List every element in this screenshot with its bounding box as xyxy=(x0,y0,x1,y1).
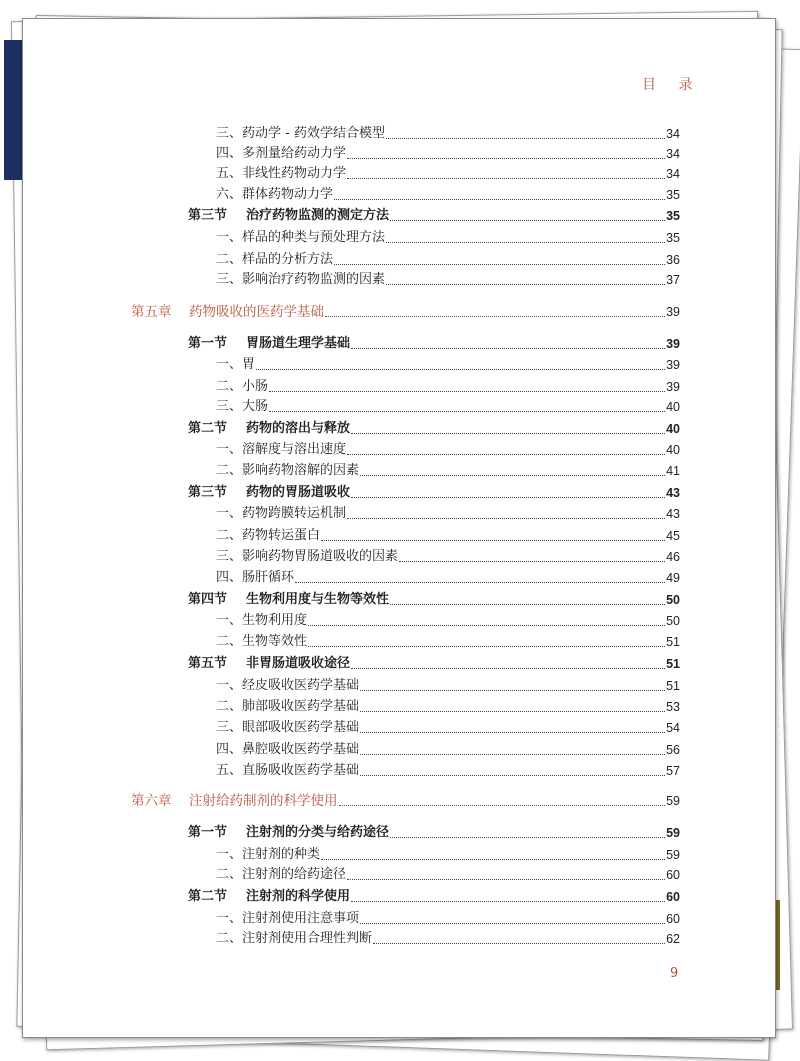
dot-leader xyxy=(325,316,665,317)
section-number: 第四节 xyxy=(188,592,228,607)
toc-entry-title xyxy=(216,270,385,290)
toc-entry-title xyxy=(188,887,350,907)
toc-page-number: 40 xyxy=(666,400,680,414)
toc-section-entry[interactable] xyxy=(188,590,680,610)
dot-leader xyxy=(351,433,665,434)
toc-entry-title xyxy=(216,164,346,184)
toc-page-number: 46 xyxy=(666,550,680,564)
toc-entry-label: 一、经皮吸收医药学基础 xyxy=(216,678,360,693)
toc-entry-title xyxy=(188,419,350,439)
toc-page-number: 51 xyxy=(666,679,680,693)
toc-entry-label: 二、注射剂的给药途径 xyxy=(216,867,347,882)
toc-section-entry[interactable] xyxy=(188,334,680,354)
toc-entry-title xyxy=(216,228,385,248)
toc-entry-label: 注射给药制剂的科学使用 xyxy=(189,793,338,809)
toc-item-entry[interactable] xyxy=(216,761,680,781)
toc-entry-title xyxy=(216,124,385,144)
toc-entry-label: 四、鼻腔吸收医药学基础 xyxy=(216,742,360,757)
toc-entry-label: 注射剂的分类与给药途径 xyxy=(246,825,390,840)
toc-entry-label: 六、群体药物动力学 xyxy=(216,187,334,202)
toc-entry-title xyxy=(188,590,389,610)
toc-item-entry[interactable] xyxy=(216,144,680,164)
toc-item-entry[interactable] xyxy=(216,250,680,270)
toc-item-entry[interactable] xyxy=(216,568,680,588)
toc-entry-label: 五、非线性药物动力学 xyxy=(216,166,347,181)
toc-entry-label: 一、生物利用度 xyxy=(216,613,308,628)
toc-page-number: 34 xyxy=(666,167,680,181)
toc-entry-title xyxy=(216,526,320,546)
toc-entry-title xyxy=(188,823,389,843)
toc-entry-title xyxy=(131,791,338,811)
toc-page-number: 53 xyxy=(666,700,680,714)
toc-item-entry[interactable] xyxy=(216,504,680,524)
toc-entry-label: 二、注射剂使用合理性判断 xyxy=(216,931,373,946)
toc-page-number: 59 xyxy=(666,794,680,808)
toc-entry-title xyxy=(188,654,350,674)
toc-page-number: 37 xyxy=(666,273,680,287)
toc-page-number: 50 xyxy=(666,614,680,628)
toc-entry-label: 三、药动学 - 药效学结合模型 xyxy=(216,126,385,141)
toc-page-number: 51 xyxy=(666,635,680,649)
dot-leader xyxy=(390,604,665,605)
toc-entry-label: 一、注射剂的种类 xyxy=(216,847,321,862)
dot-leader xyxy=(269,411,665,412)
section-number: 第三节 xyxy=(188,485,228,500)
dot-leader xyxy=(308,625,665,626)
toc-item-entry[interactable] xyxy=(216,526,680,546)
toc-page-number: 56 xyxy=(666,743,680,757)
toc-entry-title xyxy=(131,302,324,322)
toc-item-entry[interactable] xyxy=(216,228,680,248)
toc-page-number: 60 xyxy=(666,890,680,904)
toc-entry-title xyxy=(216,250,333,270)
toc-entry-title xyxy=(216,144,346,164)
toc-entry-title xyxy=(216,185,333,205)
toc-entry-title xyxy=(216,632,307,652)
toc-page-number: 59 xyxy=(666,826,680,840)
dot-leader xyxy=(386,138,665,139)
toc-entry-title xyxy=(216,504,346,524)
toc-entry-title xyxy=(216,929,372,949)
dot-leader xyxy=(390,220,665,221)
dot-leader xyxy=(339,805,666,806)
toc-page-number: 39 xyxy=(666,337,680,351)
toc-entry-label: 药物的溶出与释放 xyxy=(246,421,351,436)
toc-page-number: 40 xyxy=(666,422,680,436)
toc-item-entry[interactable] xyxy=(216,909,680,929)
dot-leader xyxy=(373,943,665,944)
toc-page-number: 35 xyxy=(666,209,680,223)
toc-entry-title xyxy=(216,377,268,397)
toc-page-number: 39 xyxy=(666,380,680,394)
toc-entry-title xyxy=(216,845,320,865)
toc-page-number: 43 xyxy=(666,507,680,521)
toc-entry-label: 二、小肠 xyxy=(216,379,269,394)
dot-leader xyxy=(347,454,665,455)
toc-item-entry[interactable] xyxy=(216,929,680,949)
toc-entry-label: 一、溶解度与溶出速度 xyxy=(216,442,347,457)
toc-entry-title xyxy=(216,547,398,567)
dot-leader xyxy=(347,158,665,159)
dot-leader xyxy=(321,859,665,860)
toc-section-entry[interactable] xyxy=(188,419,680,439)
toc-entry-title xyxy=(216,568,294,588)
toc-section-entry[interactable] xyxy=(188,206,680,226)
toc-page-number: 39 xyxy=(666,305,680,319)
toc-chapter-entry[interactable] xyxy=(131,791,680,811)
toc-item-entry[interactable] xyxy=(216,124,680,144)
dot-leader xyxy=(334,264,665,265)
toc-item-entry[interactable] xyxy=(216,611,680,631)
toc-entry-label: 四、肠肝循环 xyxy=(216,570,295,585)
toc-entry-label: 一、注射剂使用注意事项 xyxy=(216,911,360,926)
toc-item-entry[interactable] xyxy=(216,377,680,397)
toc-entry-label: 一、样品的种类与预处理方法 xyxy=(216,230,386,245)
toc-entry-label: 生物利用度与生物等效性 xyxy=(246,592,390,607)
dot-leader xyxy=(399,561,665,562)
toc-page-number: 43 xyxy=(666,486,680,500)
dot-leader xyxy=(360,775,665,776)
dot-leader xyxy=(269,391,665,392)
toc-entry-title xyxy=(216,397,268,417)
toc-item-entry[interactable] xyxy=(216,461,680,481)
dot-leader xyxy=(321,540,665,541)
toc-item-entry[interactable] xyxy=(216,865,680,885)
toc-entry-title xyxy=(188,483,350,503)
section-number: 第二节 xyxy=(188,421,228,436)
toc-page-number: 41 xyxy=(666,464,680,478)
toc-entry-label: 二、生物等效性 xyxy=(216,634,308,649)
toc-entry-label: 药物吸收的医药学基础 xyxy=(189,304,324,320)
dot-leader xyxy=(360,732,665,733)
dot-leader xyxy=(386,284,665,285)
toc-entry-label: 三、影响药物胃肠道吸收的因素 xyxy=(216,549,399,564)
toc-page-number: 34 xyxy=(666,127,680,141)
toc-entry-title xyxy=(216,909,359,929)
toc-page-number: 50 xyxy=(666,593,680,607)
toc-entry-title xyxy=(216,718,359,738)
toc-section-entry[interactable] xyxy=(188,887,680,907)
toc-entry-label: 胃肠道生理学基础 xyxy=(246,336,351,351)
toc-entry-title xyxy=(188,206,389,226)
toc-item-entry[interactable] xyxy=(216,740,680,760)
toc-entry-label: 二、影响药物溶解的因素 xyxy=(216,463,360,478)
dot-leader xyxy=(360,923,665,924)
toc-page-number: 35 xyxy=(666,188,680,202)
toc-entry-label: 一、胃 xyxy=(216,357,256,372)
dot-leader xyxy=(295,582,665,583)
page-number: 9 xyxy=(670,966,679,981)
toc-item-entry[interactable] xyxy=(216,185,680,205)
dot-leader xyxy=(347,178,665,179)
page-header-title: 目 录 xyxy=(642,77,702,93)
toc-entry-title xyxy=(216,740,359,760)
toc-page-number: 49 xyxy=(666,571,680,585)
toc-entry-label: 二、样品的分析方法 xyxy=(216,252,334,267)
dot-leader xyxy=(360,690,665,691)
toc-entry-label: 药物的胃肠道吸收 xyxy=(246,485,351,500)
dot-leader xyxy=(351,668,665,669)
toc-entry-title xyxy=(216,761,359,781)
dot-leader xyxy=(347,518,665,519)
toc-entry-label: 注射剂的科学使用 xyxy=(246,889,351,904)
section-number: 第五节 xyxy=(188,656,228,671)
toc-item-entry[interactable] xyxy=(216,355,680,375)
toc-page-number: 54 xyxy=(666,721,680,735)
dot-leader xyxy=(256,369,665,370)
toc-item-entry[interactable] xyxy=(216,270,680,290)
toc-page-number: 40 xyxy=(666,443,680,457)
dot-leader xyxy=(360,754,665,755)
toc-page-number: 36 xyxy=(666,253,680,267)
toc-entry-title xyxy=(216,355,255,375)
dot-leader xyxy=(351,348,665,349)
toc-page-number: 60 xyxy=(666,868,680,882)
chapter-number: 第五章 xyxy=(131,304,172,320)
dot-leader xyxy=(308,646,665,647)
toc-entry-label: 非胃肠道吸收途径 xyxy=(246,656,351,671)
toc-page-number: 34 xyxy=(666,147,680,161)
toc-page-number: 59 xyxy=(666,848,680,862)
dot-leader xyxy=(360,711,665,712)
toc-item-entry[interactable] xyxy=(216,440,680,460)
toc-page-number: 62 xyxy=(666,932,680,946)
toc-entry-title xyxy=(216,611,307,631)
dot-leader xyxy=(390,837,665,838)
toc-entry-title xyxy=(188,334,350,354)
toc-page-number: 35 xyxy=(666,231,680,245)
toc-item-entry[interactable] xyxy=(216,676,680,696)
dot-leader xyxy=(386,242,665,243)
toc-entry-label: 三、影响治疗药物监测的因素 xyxy=(216,272,386,287)
chapter-number: 第六章 xyxy=(131,793,172,809)
toc-item-entry[interactable] xyxy=(216,397,680,417)
toc-entry-label: 二、药物转运蛋白 xyxy=(216,528,321,543)
section-number: 第二节 xyxy=(188,889,228,904)
section-number: 第三节 xyxy=(188,208,228,223)
dot-leader xyxy=(347,879,665,880)
toc-entry-label: 三、大肠 xyxy=(216,399,269,414)
toc-item-entry[interactable] xyxy=(216,718,680,738)
toc-entry-label: 一、药物跨膜转运机制 xyxy=(216,506,347,521)
toc-item-entry[interactable] xyxy=(216,164,680,184)
toc-entry-title xyxy=(216,676,359,696)
toc-item-entry[interactable] xyxy=(216,632,680,652)
toc-item-entry[interactable] xyxy=(216,697,680,717)
toc-section-entry[interactable] xyxy=(188,483,680,503)
section-number: 第一节 xyxy=(188,336,228,351)
toc-entry-label: 治疗药物监测的测定方法 xyxy=(246,208,390,223)
dot-leader xyxy=(334,199,665,200)
toc-entry-title xyxy=(216,461,359,481)
section-number: 第一节 xyxy=(188,825,228,840)
toc-chapter-entry[interactable] xyxy=(131,302,680,322)
toc-page-number: 45 xyxy=(666,529,680,543)
toc-entry-title xyxy=(216,697,359,717)
toc-entry-label: 三、眼部吸收医药学基础 xyxy=(216,720,360,735)
dot-leader xyxy=(360,475,665,476)
toc-entry-label: 四、多剂量给药动力学 xyxy=(216,146,347,161)
toc-item-entry[interactable] xyxy=(216,845,680,865)
toc-page-number: 39 xyxy=(666,358,680,372)
toc-entry-title xyxy=(216,440,346,460)
dot-leader xyxy=(351,901,665,902)
toc-entry-label: 五、直肠吸收医药学基础 xyxy=(216,763,360,778)
toc-item-entry[interactable] xyxy=(216,547,680,567)
toc-page-number: 51 xyxy=(666,657,680,671)
toc-entry-label: 二、肺部吸收医药学基础 xyxy=(216,699,360,714)
toc-page-number: 57 xyxy=(666,764,680,778)
toc-entry-title xyxy=(216,865,346,885)
toc-page-number: 60 xyxy=(666,912,680,926)
toc-section-entry[interactable] xyxy=(188,654,680,674)
dot-leader xyxy=(351,497,665,498)
toc-section-entry[interactable] xyxy=(188,823,680,843)
